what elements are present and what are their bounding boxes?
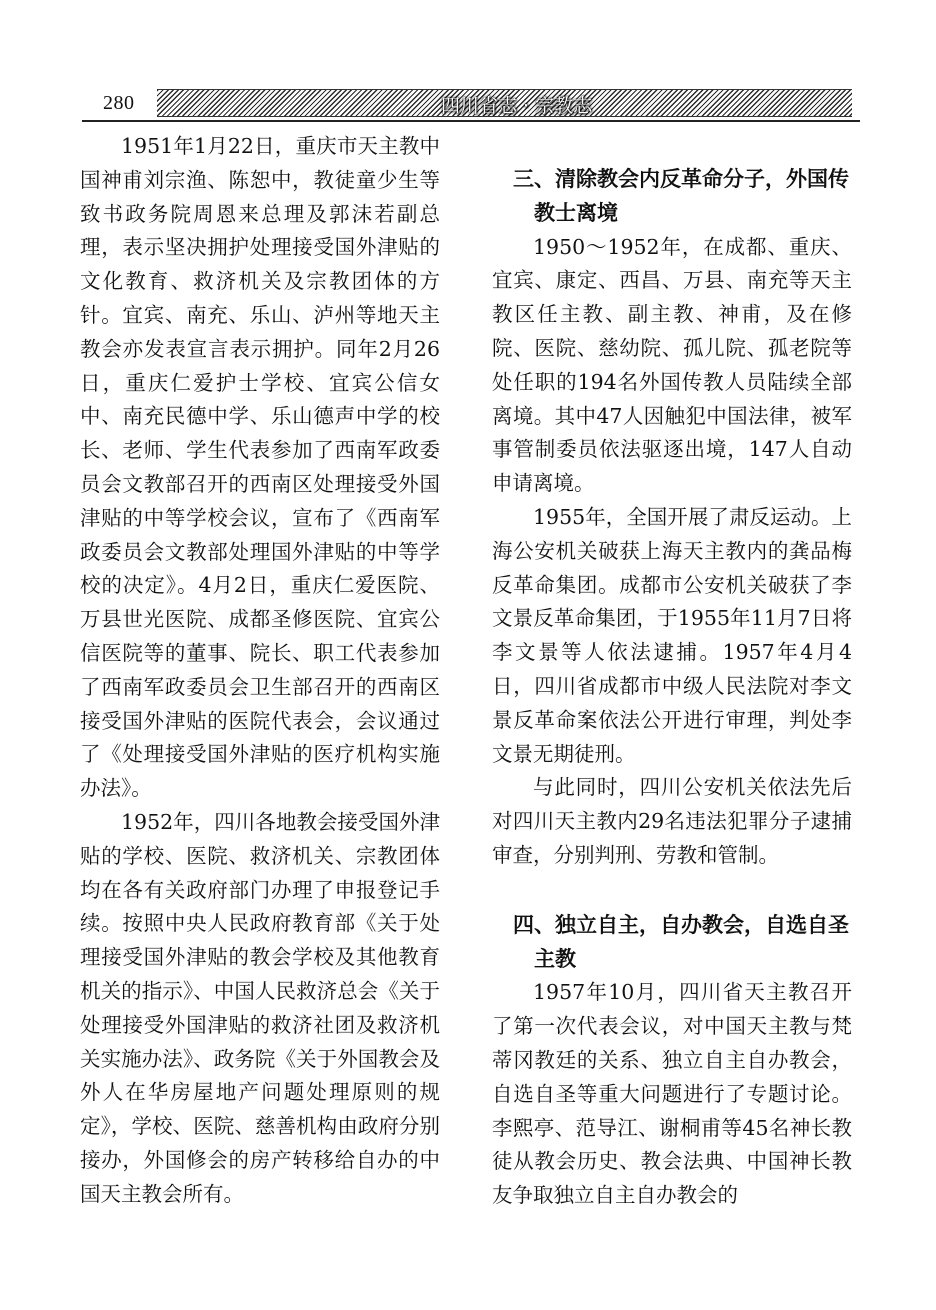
page-number: 280 — [103, 92, 135, 114]
paragraph-1950-1952: 1950～1952年，在成都、重庆、宜宾、康定、西昌、万县、南充等天主教区任主教、副主教、神甫，及在修院、医院、慈幼院、孤儿院、孤老院等处任职的194名外国传教人员陆续全部离境。其中47人因触犯中国法律，被军事管制委员依法驱逐出境，147人自动申请离境。 — [492, 234, 852, 496]
spacer — [492, 130, 852, 163]
paragraph-1952: 1952年，四川各地教会接受国外津贴的学校、医院、救济机关、宗教团体均在各有关政府部门办理了申报登记手续。按照中央人民政府教育部《关于处理接受国外津贴的教会学校及其他教育机关的指示》、中国人民救济总会《关于处理接受外国津贴的救济社团及救济机关实施办法》、政务院《关于外国教会及外人在华房屋地产问题处理原则的规定》，学校、医院、慈善机构由政府分别接办，外国修会的房产转移给自办的中国天主教会所有。 — [80, 809, 440, 1206]
header-rule — [82, 120, 860, 122]
paragraph-1951: 1951年1月22日，重庆市天主教中国神甫刘宗渔、陈恕中，教徒童少生等致书政务院周恩来总理及郭沫若副总理，表示坚决拥护处理接受国外津贴的文化教育、救济机关及宗教团体的方针。宜宾、南充、乐山、泸州等地天主教会亦发表宣言表示拥护。同年2月26日，重庆仁爱护士学校、宜宾公信女中、南充民德中学、乐山德声中学的校长、老师、学生代表参加了西南军政委员会文教部召开的西南区处理接受外国津贴的中等学校会议，宣布了《西南军政委员会文教部处理国外津贴的中等学校的决定》。4月2日，重庆仁爱医院、万县世光医院、成都圣修医院、宜宾公信医院等的董事、院长、职工代表参加了西南军政委员会卫生部召开的西南区接受国外津贴的医院代表会，会议通过了《处理接受国外津贴的医疗机构实施办法》。 — [80, 134, 440, 801]
paragraph-1957: 1957年10月，四川省天主教召开了第一次代表会议，对中国天主教与梵蒂冈教廷的关系、独立自主自办教会，自选自圣等重大问题进行了专题讨论。李熙亭、范导江、谢桐甫等45名神长教徒从教会历史、教会法典、中国神长教友争取独立自主自办教会的 — [492, 980, 852, 1208]
running-title: 四川省志 · 宗教志 — [441, 95, 593, 117]
paragraph-1955: 1955年，全国开展了肃反运动。上海公安机关破获上海天主教内的龚品梅反革命集团。成都市公安机关破获了李文景反革命集团，于1955年11月7日将李文景等人依法逮捕。1957年4月4日，四川省成都市中级人民法院对李文景反革命案依法公开进行审理，判处李文景无期徒刑。 — [492, 504, 852, 766]
right-column — [492, 130, 852, 1213]
section-heading-3: 三、清除教会内反革命分子，外国传教士离境 — [513, 167, 849, 225]
spacer — [492, 873, 852, 909]
left-column — [80, 130, 440, 1212]
section-heading-4: 四、独立自主，自办教会，自选自圣主教 — [513, 912, 849, 971]
paragraph-meanwhile: 与此同时，四川公安机关依法先后对四川天主教内29名违法犯罪分子逮捕审查，分别判刑、劳教和管制。 — [492, 775, 852, 867]
